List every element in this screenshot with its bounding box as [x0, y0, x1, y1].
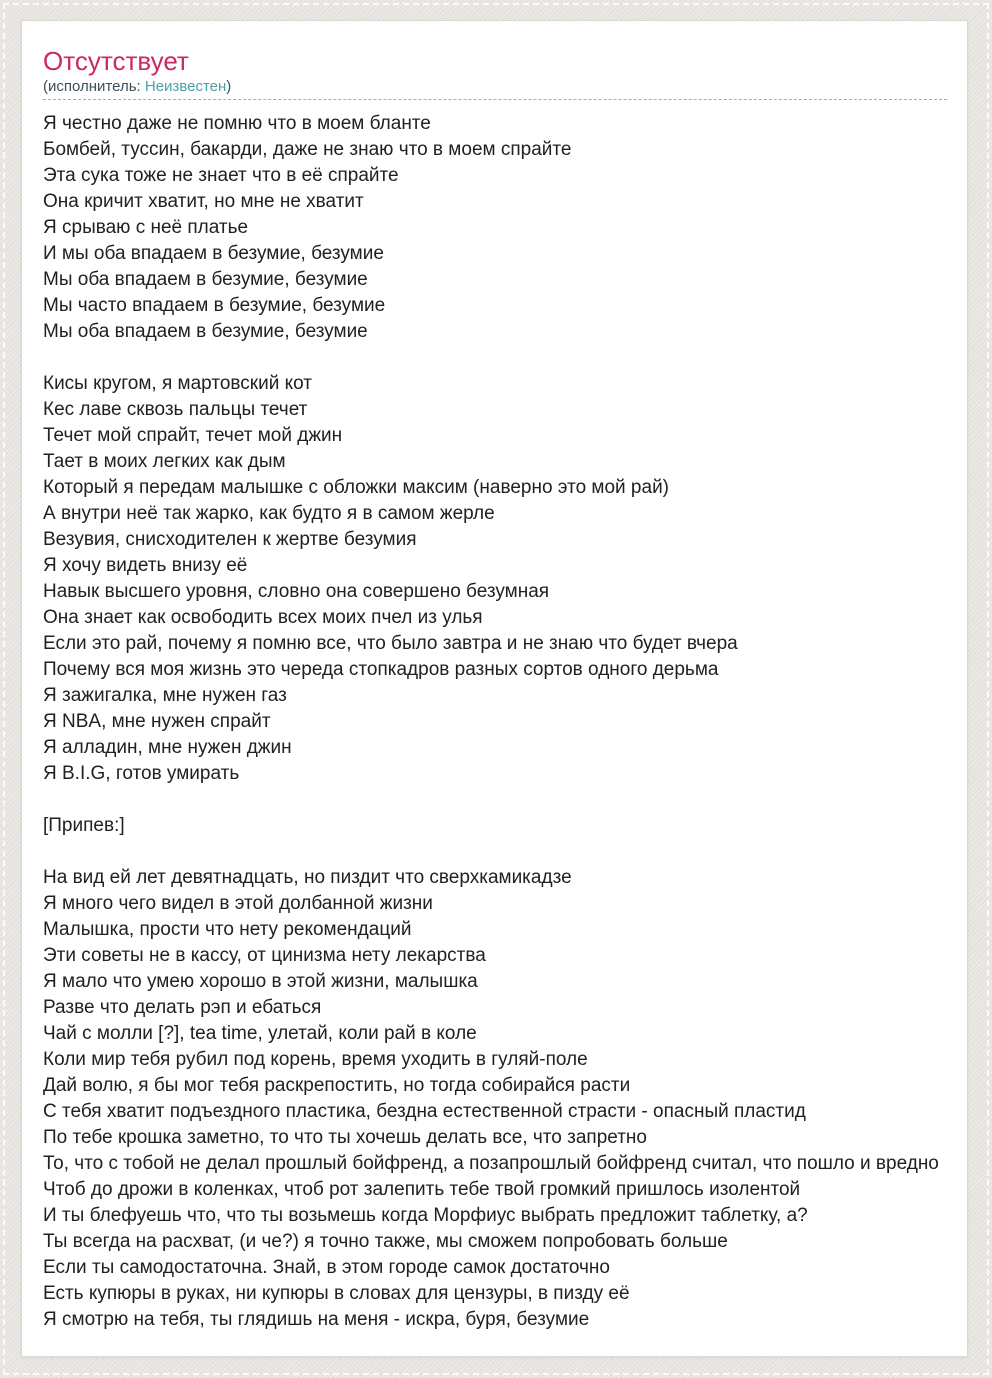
lyric-line: Бомбей, туссин, бакарди, даже не знаю что в моем спрайте: [43, 139, 572, 160]
lyric-line: Чтоб до дрожи в коленках, чтоб рот залепить тебе твой громкий пришлось изолентой: [43, 1179, 801, 1200]
lyric-line: [Припев:]: [43, 815, 125, 836]
lyric-line: Я много чего видел в этой долбанной жизни: [43, 893, 433, 914]
lyric-line: Я зажигалка, мне нужен газ: [43, 685, 287, 706]
lyric-line: Дай волю, я бы мог тебя раскрепостить, но тогда собирайся расти: [43, 1075, 631, 1096]
lyric-line: Мы оба впадаем в безумие, безумие: [43, 321, 368, 342]
lyric-line: Который я передам малышке с обложки максим (наверно это мой рай): [43, 477, 670, 498]
lyric-line: Кисы кругом, я мартовский кот: [43, 373, 312, 394]
page-title: Отсутствует: [43, 46, 189, 76]
lyric-line: По тебе крошка заметно, то что ты хочешь делать все, что запретно: [43, 1127, 647, 1148]
lyric-line: Есть купюры в руках, ни купюры в словах для цензуры, в пизду её: [43, 1283, 630, 1304]
artist-link[interactable]: Неизвестен: [144, 78, 227, 95]
lyric-line: [43, 787, 947, 813]
lyric-line: Ты всегда на расхват, (и че?) я точно также, мы сможем попробовать больше: [43, 1231, 728, 1252]
lyric-line: Я честно даже не помню что в моем бланте: [43, 113, 431, 134]
lyric-line: То, что с тобой не делал прошлый бойфренд, а позапрошлый бойфренд считал, что пошло и вредно: [43, 1153, 939, 1174]
lyric-line: Эта сука тоже не знает что в её спрайте: [43, 165, 399, 186]
lyric-line: На вид ей лет девятнадцать, но пиздит что сверхкамикадзе: [43, 867, 572, 888]
lyric-line: Я алладин, мне нужен джин: [43, 737, 292, 758]
lyric-line: Я срываю с неё платье: [43, 217, 249, 238]
lyric-line: Малышка, прости что нету рекомендаций: [43, 919, 412, 940]
lyric-line: Я хочу видеть внизу её: [43, 555, 248, 576]
lyric-line: Если ты самодостаточна. Знай, в этом городе самок достаточно: [43, 1257, 610, 1278]
artist-label-open: (исполнитель:: [43, 78, 145, 95]
lyric-line: Эти советы не в кассу, от цинизма нету лекарства: [43, 945, 486, 966]
lyric-line: Чай с молли [?], tea time, улетай, коли рай в коле: [43, 1023, 477, 1044]
lyrics: [43, 111, 947, 1333]
lyric-line: Я B.I.G, готов умирать: [43, 763, 240, 784]
lyric-line: Она знает как освободить всех моих пчел из улья: [43, 607, 483, 628]
artist-label-close: ): [226, 78, 232, 95]
lyric-line: [43, 345, 947, 371]
lyric-line: Коли мир тебя рубил под корень, время уходить в гуляй-поле: [43, 1049, 588, 1070]
lyric-line: Тает в моих легких как дым: [43, 451, 286, 472]
lyric-line: И ты блефуешь что, что ты возьмешь когда Морфиус выбрать предложит таблетку, а?: [43, 1205, 808, 1226]
lyric-line: С тебя хватит подъездного пластика, бездна естественной страсти - опасный пластид: [43, 1101, 806, 1122]
lyric-line: [43, 839, 947, 865]
lyric-line: Мы оба впадаем в безумие, безумие: [43, 269, 368, 290]
lyric-line: Кес лаве сквозь пальцы течет: [43, 399, 308, 420]
lyric-line: Я NBA, мне нужен спрайт: [43, 711, 271, 732]
lyric-line: Я смотрю на тебя, ты глядишь на меня - искра, буря, безумие: [43, 1309, 590, 1330]
lyric-line: Я мало что умею хорошо в этой жизни, малышка: [43, 971, 478, 992]
lyric-line: А внутри неё так жарко, как будто я в самом жерле: [43, 503, 495, 524]
lyrics-card: [21, 20, 968, 1357]
lyric-line: И мы оба впадаем в безумие, безумие: [43, 243, 384, 264]
lyric-line: Течет мой спрайт, течет мой джин: [43, 425, 343, 446]
artist-line: [43, 77, 947, 100]
lyric-line: Везувия, снисходителен к жертве безумия: [43, 529, 417, 550]
lyric-line: Она кричит хватит, но мне не хватит: [43, 191, 364, 212]
lyric-line: Навык высшего уровня, словно она совершено безумная: [43, 581, 550, 602]
lyric-line: Если это рай, почему я помню все, что было завтра и не знаю что будет вчера: [43, 633, 738, 654]
lyric-line: Разве что делать рэп и ебаться: [43, 997, 322, 1018]
lyric-line: Мы часто впадаем в безумие, безумие: [43, 295, 386, 316]
lyric-line: Почему вся моя жизнь это череда стопкадров разных сортов одного дерьма: [43, 659, 719, 680]
